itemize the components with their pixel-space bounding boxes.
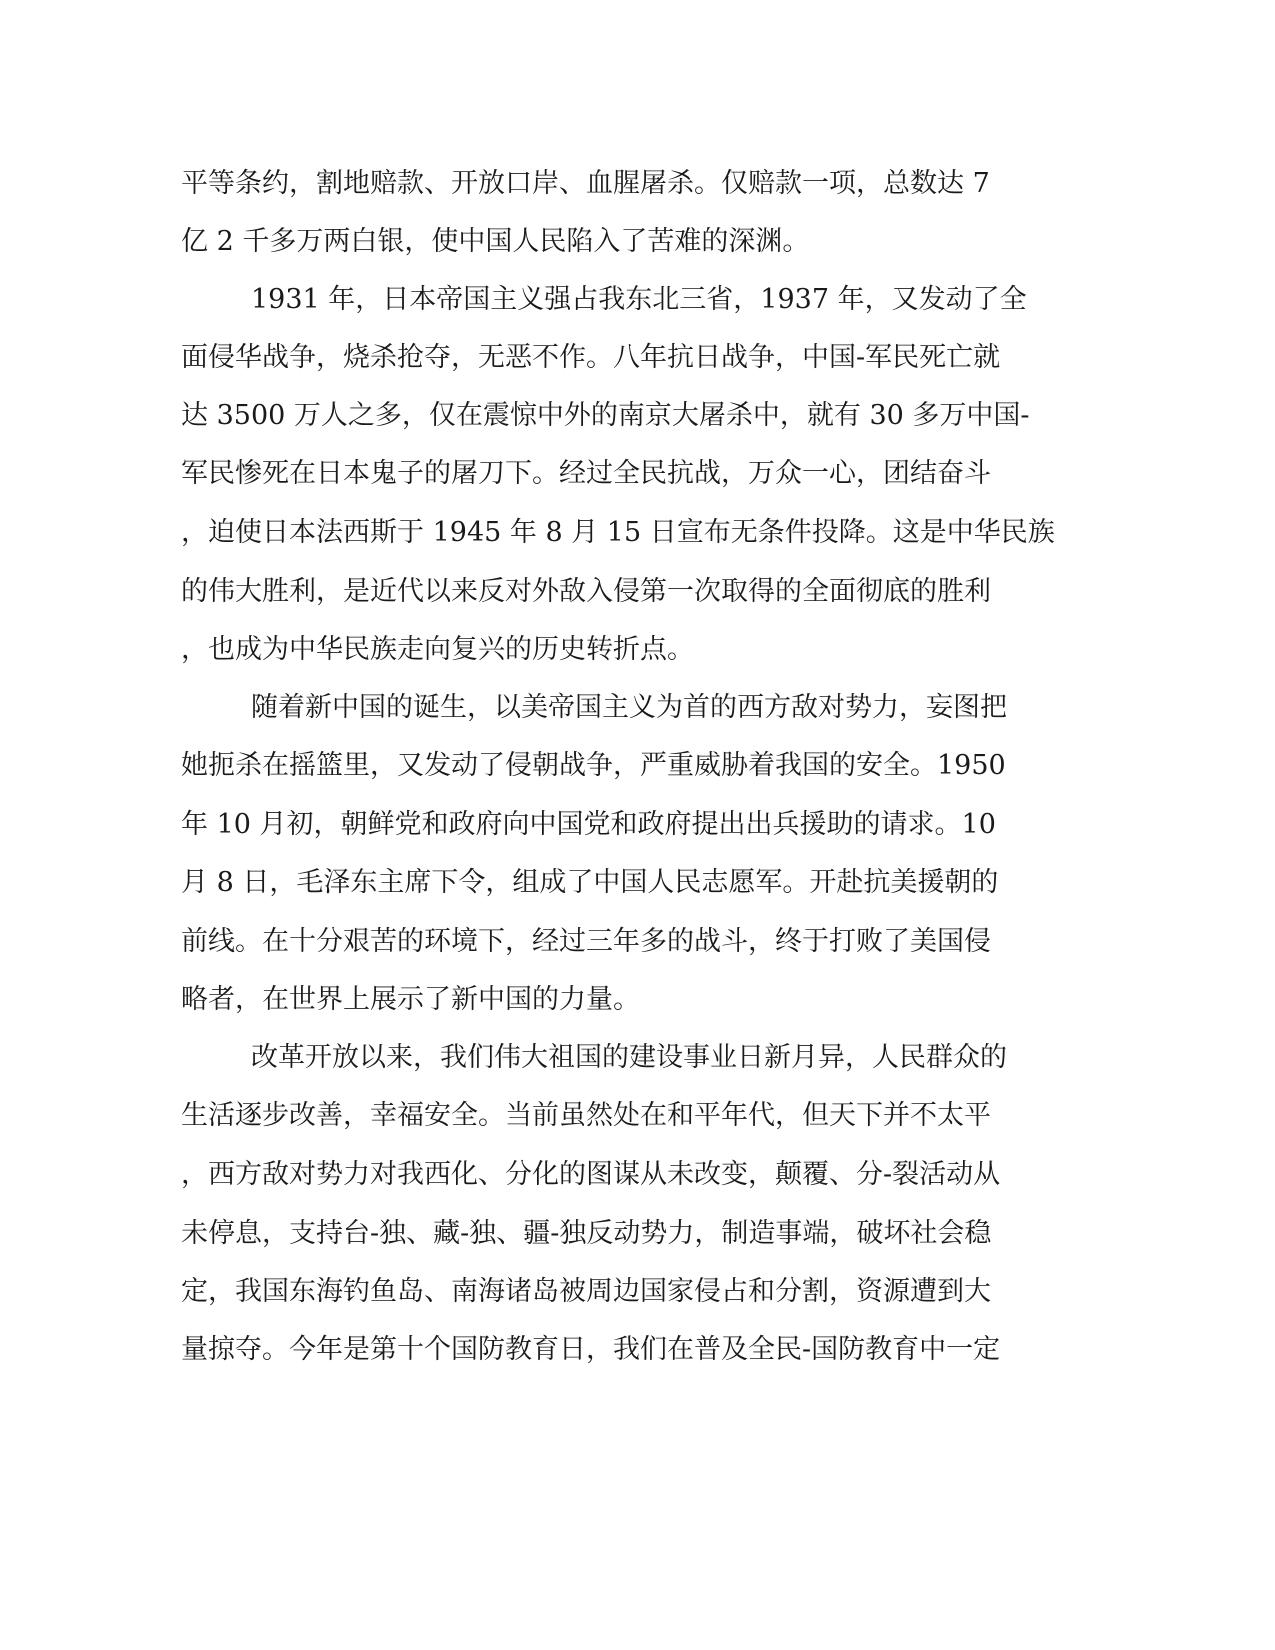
text-line: 的伟大胜利，是近代以来反对外敌入侵第一次取得的全面彻底的胜利	[181, 576, 991, 607]
text-line: 面侵华战争，烧杀抢夺，无恶不作。八年抗日战争，中国-军民死亡就	[181, 342, 1001, 373]
text-line: 亿 2 千多万两白银，使中国人民陷入了苦难的深渊。	[181, 226, 810, 257]
text-line: 生活逐步改善，幸福安全。当前虽然处在和平年代，但天下并不太平	[181, 1100, 991, 1131]
text-line: 她扼杀在摇篮里，又发动了侵朝战争，严重威胁着我国的安全。1950	[181, 750, 1006, 781]
text-line: ，也成为中华民族走向复兴的历史转折点。	[181, 634, 694, 665]
text-line: 军民惨死在日本鬼子的屠刀下。经过全民抗战，万众一心，团结奋斗	[181, 458, 991, 489]
text-line: 略者，在世界上展示了新中国的力量。	[181, 984, 640, 1015]
text-line: 平等条约，割地赔款、开放口岸、血腥屠杀。仅赔款一项，总数达 7	[181, 168, 990, 199]
text-line: 量掠夺。今年是第十个国防教育日，我们在普及全民-国防教育中一定	[181, 1334, 1001, 1365]
text-line: 达 3500 万人之多，仅在震惊中外的南京大屠杀中，就有 30 多万中国-	[181, 400, 1030, 431]
paragraph-start-line: 1931 年，日本帝国主义强占我东北三省，1937 年，又发动了全	[251, 284, 1027, 315]
text-line: 月 8 日，毛泽东主席下令，组成了中国人民志愿军。开赴抗美援朝的	[181, 867, 999, 898]
text-line: 未停息，支持台-独、藏-独、疆-独反动势力，制造事端，破坏社会稳	[181, 1218, 992, 1249]
paragraph-start-line: 随着新中国的诞生，以美帝国主义为首的西方敌对势力，妄图把	[251, 692, 1007, 723]
text-line: ，迫使日本法西斯于 1945 年 8 月 15 日宣布无条件投降。这是中华民族	[181, 517, 1055, 548]
text-line: 前线。在十分艰苦的环境下，经过三年多的战斗，终于打败了美国侵	[181, 926, 991, 957]
text-line: ，西方敌对势力对我西化、分化的图谋从未改变，颠覆、分-裂活动从	[181, 1159, 1001, 1190]
text-line: 定，我国东海钓鱼岛、南海诸岛被周边国家侵占和分割，资源遭到大	[181, 1276, 991, 1307]
text-line: 年 10 月初，朝鲜党和政府向中国党和政府提出出兵援助的请求。10	[181, 809, 996, 840]
paragraph-start-line: 改革开放以来，我们伟大祖国的建设事业日新月异，人民群众的	[251, 1042, 1007, 1073]
